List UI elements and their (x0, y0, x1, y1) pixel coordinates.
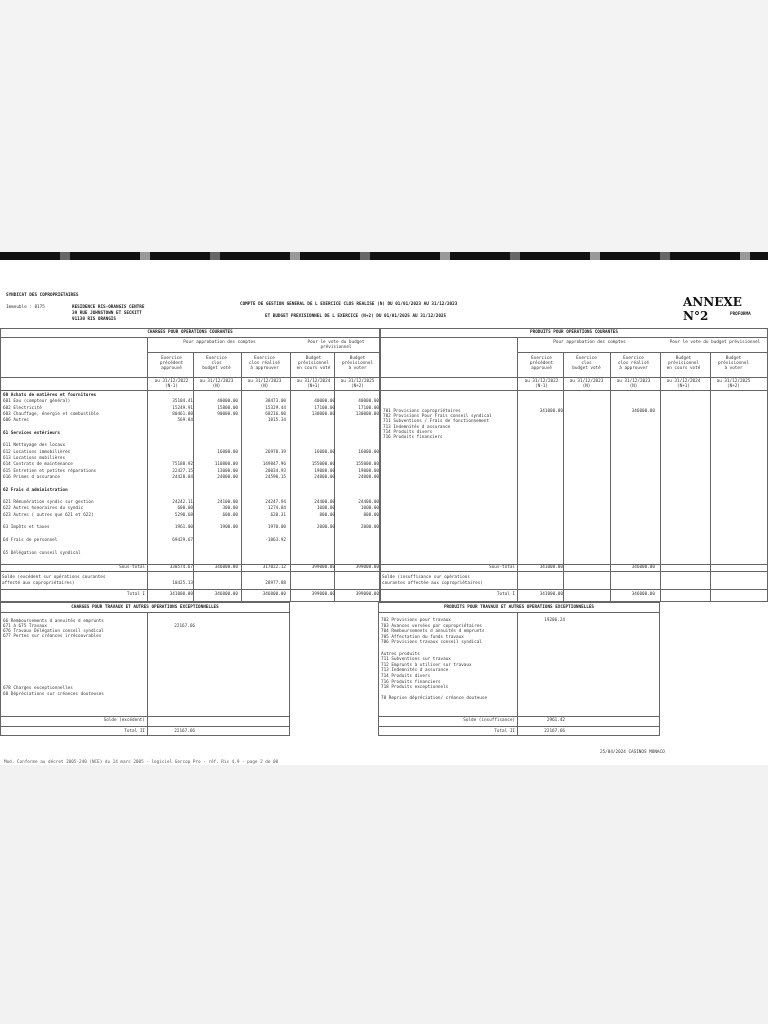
produits-col-date-4-line-1: (N+2) (727, 384, 740, 389)
charges-col-head-4-line-1: prévisionnel (341, 361, 374, 366)
produits-row-label-0: 701 Provisions copropriétaires (383, 409, 461, 414)
col-head-bottom (0, 377, 768, 378)
charges-row-19-value-1: 600.00 (222, 512, 238, 518)
charges-col-head-3-line-1: prévisionnel (297, 361, 330, 366)
charges-row-3-value-0: 80461.80 (172, 411, 193, 417)
charges-exc-row-label-0: 66 Remboursements d annuités d emprunts (3, 619, 104, 624)
charges-row-2-value-1: 15800.00 (217, 405, 238, 411)
produits-col-head-3-line-1: prévisionnel (667, 361, 700, 366)
produits-exc-row-label-9: 713 Indemnités d assurance (381, 668, 449, 674)
charges-row-1-value-4: 40000.00 (358, 399, 379, 405)
produits-exc-row-value-0: 19206.24 (544, 618, 565, 623)
charges-row-18-value-0: 600.00 (177, 506, 193, 512)
charges-col-head-4-line-0: Budget (349, 356, 366, 361)
charges-col-head-0-line-2: approuvé (161, 366, 182, 371)
produits-exc-total-value: 22167.66 (544, 729, 565, 734)
charges-col-date-3-line-0: au 31/12/2024 (296, 379, 331, 384)
charges-row-17-value-0: 24242.11 (172, 500, 193, 506)
produits-head-divider (517, 352, 768, 353)
address-line-2: 39 RUE JOHNSTOWN ET SECKITT (72, 311, 142, 316)
produits-col-head-3-line-0: Budget (675, 356, 692, 361)
charges-row-9-value-4: 16000.00 (358, 449, 379, 455)
charges-row-3-value-4: 130000.00 (355, 411, 379, 417)
subtotal-bottom-line (0, 571, 768, 572)
charges-row-11-value-1: 110800.00 (214, 462, 238, 468)
produits-exc-title-divider (378, 612, 660, 613)
produits-col-head-2-line-0: Exercice (623, 356, 644, 361)
charges-row-19-value-3: 800.00 (319, 512, 335, 518)
charges-row-18-value-2: 1274.84 (267, 506, 286, 512)
charges-col-date-0-line-1: (N-1) (165, 384, 178, 389)
charges-col-date-1-line-1: (N) (212, 384, 221, 389)
charges-row-2-value-2: 15329.44 (265, 405, 286, 411)
produits-row-label-3: 713 Indemnités d assurance (383, 424, 451, 430)
produits-total-value-0: 341000.00 (539, 592, 563, 597)
scan-edge-band (0, 252, 768, 260)
charges-row-1-value-3: 40000.00 (314, 399, 335, 405)
charges-row-2-value-4: 17100.00 (358, 405, 379, 411)
charges-exc-row-label-3: 677 Pertes sur créances irrécouvrables (3, 634, 102, 639)
charges-row-21-value-4: 2000.00 (360, 525, 379, 531)
charges-col-head-1-line-1: clos (211, 361, 222, 366)
charges-col-date-4-line-1: (N+2) (351, 384, 364, 389)
charges-col-head-4-line-2: à voter (348, 366, 367, 371)
charges-row-label-6: 61 Services extérieurs (3, 430, 60, 436)
charges-exc-solde-line (0, 716, 290, 717)
charges-exc-row-label-5: 678 Charges exceptionnelles (3, 686, 73, 691)
charges-col-head-2-line-0: Exercice (254, 356, 275, 361)
produits-col-date-4-line-0: au 31/12/2025 (716, 379, 751, 384)
scan-top-margin (0, 0, 768, 258)
charges-total-value-4: 399000.00 (355, 592, 379, 597)
produits-exc-solde-value: 2961.42 (546, 718, 565, 723)
produits-exc-total-line (378, 726, 660, 727)
charges-col-date-0-line-0: au 31/12/2022 (154, 379, 189, 384)
charges-col-head-2-line-2: à approuver (250, 366, 279, 371)
charges-head-divider (147, 352, 380, 353)
produits-exc-total-label: Total II (494, 729, 515, 734)
charges-subtotal-value-1: 346000.00 (214, 565, 238, 570)
charges-exc-total-label: Total II (124, 729, 145, 734)
charges-row-11-value-4: 155000.00 (355, 462, 379, 468)
produits-row-0-value-0: 341000.00 (539, 409, 563, 414)
produits-col-head-4-line-2: à voter (724, 366, 743, 371)
charges-approbation-label: Pour approbation des comptes (183, 340, 256, 345)
charges-row-label-8: 611 Nettoyage des locaux (3, 443, 66, 449)
produits-col-date-1-line-0: au 31/12/2023 (569, 379, 604, 384)
charges-row-label-12: 615 Entretien et petites réparations (3, 468, 97, 474)
charges-row-label-18: 622 Autres honoraires du syndic (3, 506, 84, 512)
charges-exc-row-value-1: 22167.66 (174, 624, 195, 629)
charges-row-19-value-2: 620.31 (270, 512, 286, 518)
charges-row-19-value-4: 800.00 (363, 512, 379, 518)
charges-row-3-value-3: 130000.00 (311, 411, 335, 417)
produits-exc-solde-line (378, 716, 660, 717)
charges-row-17-value-4: 24400.00 (358, 500, 379, 506)
charges-row-label-2: 602 Electricité (3, 405, 42, 411)
immeuble-label: Immeuble : 8175 (6, 305, 45, 310)
charges-row-4-value-0: 569.84 (177, 418, 193, 424)
org-name: SYNDICAT DES COPROPRIETAIRES (6, 293, 79, 298)
produits-exc-row-label-10: 714 Produits divers (381, 674, 431, 679)
produits-row-label-4: 714 Produits divers (383, 429, 433, 435)
charges-row-label-11: 614 Contrats de maintenance (3, 462, 73, 468)
produits-vote-label: Pour le vote du budget prévisionnel (669, 340, 761, 345)
produits-exc-row-label-14: 78 Reprise dépréciation/ créance douteuse (381, 696, 488, 702)
produits-col-head-1-line-2: budget voté (572, 366, 601, 371)
produits-exc-row-label-12: 718 Produits exceptionnels (381, 685, 449, 691)
charges-row-label-13: 616 Primes d assurance (3, 474, 60, 480)
charges-row-21-value-3: 2000.00 (316, 525, 335, 531)
charges-exc-title: CHARGES POUR TRAVAUX ET AUTRES OPERATIONS EXCEPTIONNELLES (71, 605, 219, 610)
produits-col-head-0-line-1: précédent (529, 361, 554, 366)
proforma-label: PROFORMA (730, 312, 751, 317)
charges-vote-label: Pour le vote du budget prévisionnel (307, 340, 365, 350)
produits-exc-row-label-3: 705 Affectation du fonds travaux (381, 634, 464, 640)
charges-col-head-2-line-1: clos réalisé (248, 361, 281, 366)
charges-row-3-value-1: 90000.00 (217, 411, 238, 417)
charges-row-label-19: 623 Autres ( autres que 621 et 622) (3, 512, 94, 518)
charges-row-13-value-0: 24428.84 (172, 474, 193, 480)
charges-subtotal-value-2: 317022.12 (262, 565, 286, 570)
produits-solde-label-1: Solde (insuffisance sur opérations (382, 575, 470, 580)
produits-subtotal-value-2: 346000.00 (631, 565, 655, 570)
produits-col-head-0-line-2: approuvé (531, 366, 552, 371)
charges-subtotal-value-3: 399000.00 (311, 565, 335, 570)
charges-col-head-3-line-2: en cours voté (296, 366, 331, 371)
charges-total-label: Total I (126, 592, 145, 597)
produits-subtotal-label: Sous-total (489, 565, 515, 570)
charges-col-head-1-line-0: Exercice (206, 356, 227, 361)
charges-row-18-value-3: 1000.00 (316, 506, 335, 512)
charges-col-date-4-line-0: au 31/12/2025 (340, 379, 375, 384)
charges-exc-title-divider (0, 612, 290, 613)
produits-exc-row-label-11: 716 Produits financiers (381, 679, 441, 685)
produits-exc-title: PRODUITS POUR TRAVAUX ET AUTRES OPERATIONS EXCEPTIONNELLES (443, 605, 595, 610)
produits-col-head-4-line-1: prévisionnel (717, 361, 750, 366)
charges-row-13-value-4: 24000.00 (358, 474, 379, 480)
charges-row-1-value-2: 38473.00 (265, 399, 286, 405)
charges-row-17-value-1: 24100.00 (217, 500, 238, 506)
charges-row-12-value-3: 19000.00 (314, 468, 335, 474)
charges-row-1-value-1: 40000.00 (217, 399, 238, 405)
charges-subtotal-label: Sous-total (119, 565, 145, 570)
charges-col-date-2-line-1: (N) (260, 384, 269, 389)
charges-total-value-3: 399000.00 (311, 592, 335, 597)
charges-row-label-9: 612 Locations immobilières (3, 449, 71, 455)
charges-row-13-value-1: 24000.00 (217, 474, 238, 480)
produits-col-date-3-line-0: au 31/12/2024 (666, 379, 701, 384)
annexe-number: ANNEXE N°2 (683, 295, 742, 323)
charges-row-label-17: 621 Rémunération syndic sur gestion (3, 500, 94, 506)
charges-col-date-3-line-1: (N+1) (307, 384, 320, 389)
charges-solde-label-2: affecté aux copropriétaires) (2, 581, 75, 586)
produits-title: PRODUITS POUR OPERATIONS COURANTES (530, 330, 618, 335)
title-divider (0, 337, 768, 338)
charges-col-date-2-line-0: au 31/12/2023 (247, 379, 282, 384)
charges-exc-row-label-6: 68 Dépréciations sur créances douteuses (3, 692, 104, 697)
charges-row-12-value-4: 19000.00 (358, 468, 379, 474)
produits-row-label-1: 702 Provisions Pour Frais conseil syndical (383, 414, 492, 420)
charges-row-4-value-2: 1015.34 (267, 418, 286, 424)
footer-note: Mod. Conforme au décret 2005-240 (NCE) du 14 mars 2005 - logiciel Gercop Pro - réf. Ris 4.9 - page 2 de 00 (4, 760, 279, 765)
produits-col-head-2-line-2: à approuver (619, 366, 648, 371)
solde-bottom-line (0, 589, 768, 590)
charges-col-head-3-line-0: Budget (305, 356, 322, 361)
produits-total-value-2: 346000.00 (631, 592, 655, 597)
charges-row-label-15: 62 Frais d administration (3, 487, 68, 493)
address-line-1: RESIDENCE RIS-ORANGIS CENTRE (72, 305, 145, 310)
charges-col-date-1-line-0: au 31/12/2023 (199, 379, 234, 384)
charges-row-9-value-3: 16000.00 (314, 449, 335, 455)
charges-row-3-value-2: 68216.00 (265, 411, 286, 417)
produits-exc-row-label-1: 703 Avances versées par copropriétaires (381, 623, 482, 629)
footer-date-user: 25/04/2024 CASINOS MONACO (600, 750, 665, 755)
charges-solde-value-0: 10425.13 (172, 581, 193, 586)
produits-approbation-label: Pour approbation des comptes (553, 340, 626, 345)
produits-exc-solde-label: Solde (insuffisance) (463, 718, 515, 723)
charges-row-label-4: 606 Autres (3, 418, 29, 424)
produits-col-date-2-line-0: au 31/12/2023 (616, 379, 651, 384)
charges-row-19-value-0: 5290.68 (174, 512, 193, 518)
charges-exc-row-label-1: 671 à 675 Travaux (3, 624, 47, 629)
charges-col-head-0-line-1: précédent (159, 361, 184, 366)
charges-row-2-value-3: 17100.00 (314, 405, 335, 411)
charges-row-13-value-2: 24590.15 (265, 474, 286, 480)
charges-row-11-value-3: 155000.00 (311, 462, 335, 468)
produits-col-head-3-line-2: en cours voté (666, 366, 701, 371)
produits-exc-row-label-0: 702 Provisions pour travaux (381, 618, 451, 623)
charges-solde-value-2: 28977.88 (265, 581, 286, 586)
charges-exc-total-value: 22167.66 (174, 729, 195, 734)
charges-row-12-value-1: 13000.00 (217, 468, 238, 474)
produits-col-date-1-line-1: (N) (582, 384, 591, 389)
produits-col-date-3-line-1: (N+1) (677, 384, 690, 389)
charges-total-value-1: 346000.00 (214, 592, 238, 597)
charges-row-12-value-0: 22427.15 (172, 468, 193, 474)
charges-exc-solde-label: Solde (excédent) (103, 718, 145, 723)
charges-row-17-value-2: 24247.94 (265, 500, 286, 506)
produits-row-0-value-2: 346000.00 (631, 409, 655, 414)
produits-exc-col-divider (517, 612, 518, 736)
charges-row-23-value-0: 69429.67 (172, 537, 193, 543)
charges-row-12-value-2: 20034.93 (265, 468, 286, 474)
produits-row-label-5: 716 Produits financiers (383, 435, 443, 440)
produits-col-date-0-line-1: (N-1) (535, 384, 548, 389)
charges-row-18-value-4: 1000.00 (360, 506, 379, 512)
charges-row-label-1: 601 Eau (compteur général) (3, 399, 71, 405)
produits-subtotal-value-0: 341000.00 (539, 565, 563, 570)
charges-row-label-3: 603 Chauffage, énergie et combustible (3, 411, 99, 417)
charges-row-label-21: 63 Impôts et taxes (3, 525, 50, 531)
charges-row-13-value-3: 24000.00 (314, 474, 335, 480)
produits-exc-row-label-2: 704 Remboursements d annuités d emprunts (381, 629, 485, 635)
produits-solde-label-2: courantes affectée aux copropriétaires) (382, 581, 483, 586)
produits-exc-row-label-8: 712 Emprunts à utiliser sur travaux (381, 662, 472, 668)
charges-total-value-0: 341000.00 (169, 592, 193, 597)
charges-row-label-0: 60 Achats de matières et fournitures (3, 393, 97, 398)
charges-row-2-value-0: 15249.91 (172, 405, 193, 411)
charges-row-9-value-1: 16000.00 (217, 449, 238, 455)
produits-exc-row-label-7: 711 Subventions sur travaux (381, 657, 451, 663)
produits-col-head-1-line-1: clos (581, 361, 592, 366)
charges-exc-total-line (0, 726, 290, 727)
scan-bottom-margin (0, 765, 768, 1024)
document-subtitle: ET BUDGET PREVISIONNEL DE L EXERCICE (N+2) DU 01/01/2025 AU 31/12/2025 (265, 314, 447, 319)
address-line-3: 91130 RIS ORANGIS (72, 317, 116, 322)
charges-subtotal-value-0: 330574.67 (169, 565, 193, 570)
charges-row-17-value-3: 24400.00 (314, 500, 335, 506)
charges-row-21-value-1: 1900.00 (219, 525, 238, 531)
produits-row-label-2: 711 Subventions / Frais de fonctionnement (383, 419, 490, 425)
produits-col-head-0-line-0: Exercice (531, 356, 552, 361)
charges-row-21-value-0: 1961.00 (174, 525, 193, 531)
produits-col-head-2-line-1: clos réalisé (617, 361, 650, 366)
produits-col-date-2-line-1: (N) (629, 384, 638, 389)
charges-row-11-value-2: 149847.96 (262, 462, 286, 468)
charges-title: CHARGES POUR OPERATIONS COURANTES (147, 330, 233, 335)
charges-row-11-value-0: 75188.92 (172, 462, 193, 468)
charges-row-1-value-0: 35104.41 (172, 399, 193, 405)
charges-row-label-25: 65 Délégation conseil syndical (3, 550, 81, 556)
produits-col-head-1-line-0: Exercice (576, 356, 597, 361)
charges-solde-label-1: Solde (excédent sur opérations courantes (2, 575, 106, 580)
charges-col-head-1-line-2: budget voté (202, 366, 231, 371)
produits-label-col-divider (517, 337, 518, 602)
charges-row-label-10: 613 Locations mobilières (3, 456, 66, 461)
charges-row-23-value-2: -1863.92 (265, 537, 286, 543)
produits-col-date-0-line-0: au 31/12/2022 (524, 379, 559, 384)
produits-total-label: Total I (496, 592, 515, 597)
charges-col-head-0-line-0: Exercice (161, 356, 182, 361)
charges-total-value-2: 346000.00 (262, 592, 286, 597)
charges-exc-col-divider (147, 612, 148, 736)
charges-row-21-value-2: 1970.00 (267, 525, 286, 531)
charges-row-label-23: 64 Frais de personnel (3, 537, 58, 543)
date-row-bottom (0, 390, 768, 391)
produits-exc-row-label-4: 706 Provisions travaux conseil syndical (381, 640, 482, 646)
charges-row-18-value-1: 300.00 (222, 506, 238, 512)
charges-subtotal-value-4: 399000.00 (355, 565, 379, 570)
document-title: COMPTE DE GESTION GENERAL DE L EXERCICE CLOS REALISE (N) DU 01/01/2023 AU 31/12/2023 (240, 302, 458, 307)
produits-col-head-4-line-0: Budget (725, 356, 742, 361)
produits-exc-row-label-6: Autres produits (381, 651, 420, 657)
charges-exc-row-label-2: 676 Travaux Délégation conseil syndical (3, 629, 104, 634)
charges-row-9-value-2: 26978.39 (265, 449, 286, 455)
